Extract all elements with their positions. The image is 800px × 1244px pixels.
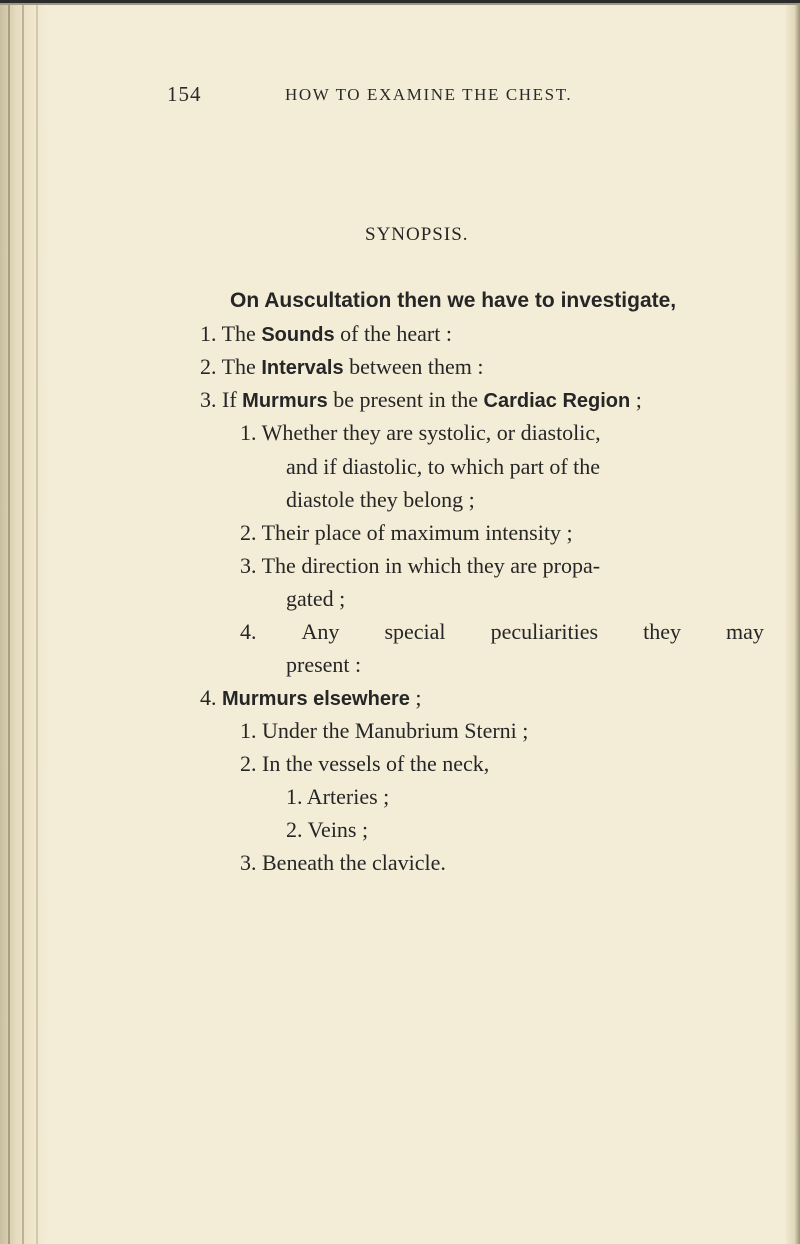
list-item — [200, 319, 452, 350]
sub-list-item — [240, 716, 528, 746]
sub-list-item-continuation: present : — [286, 652, 362, 677]
sub-list-item-continuation: gated ; — [286, 586, 346, 611]
running-head — [0, 82, 800, 112]
item-number: 1. — [240, 718, 257, 743]
item-keyword: Sounds — [261, 324, 335, 346]
item-text: Arteries ; — [306, 784, 390, 809]
item-number: 4. — [200, 685, 217, 710]
sub-list-item-continuation: and if diastolic, to which part of the — [286, 454, 601, 479]
list-item — [200, 385, 642, 416]
gutter-line — [8, 0, 10, 1244]
item-word: special — [384, 619, 446, 644]
item-number: 3. — [240, 850, 257, 875]
item-keyword: Murmurs elsewhere — [222, 688, 410, 710]
item-text: Their place of maximum intensity ; — [261, 520, 573, 545]
item-text-post: ; — [630, 387, 642, 412]
item-keyword: Intervals — [261, 357, 344, 379]
item-text: Veins ; — [307, 817, 369, 842]
item-number: 3. — [240, 553, 257, 578]
item-keyword: Murmurs — [242, 390, 328, 412]
item-keyword: Cardiac Region — [483, 390, 631, 412]
list-item — [200, 352, 483, 383]
item-word: peculiarities — [490, 619, 599, 644]
page-number: 154 — [167, 82, 202, 106]
item-text-mid: be present in the — [327, 387, 484, 412]
section-title: SYNOPSIS. — [365, 224, 469, 245]
intro-line: On Auscultation then we have to investigate, — [230, 289, 677, 312]
gutter-line — [36, 0, 38, 1244]
item-word: Any — [301, 619, 340, 644]
nested-list-item — [286, 815, 368, 845]
sub-list-item — [240, 848, 446, 878]
item-number: 2. — [200, 354, 217, 379]
item-text: Beneath the clavicle. — [262, 850, 446, 875]
item-number: 1. — [240, 420, 257, 445]
item-number: 1. — [286, 784, 303, 809]
sub-list-item — [240, 418, 601, 448]
item-number: 1. — [200, 321, 217, 346]
item-word: they — [643, 619, 682, 644]
item-text: In the vessels of the neck, — [262, 751, 490, 776]
item-text: The direction in which they are propa- — [261, 553, 601, 578]
page-edge — [786, 0, 800, 1244]
running-head-title: HOW TO EXAMINE THE CHEST. — [285, 85, 573, 104]
item-text-post: between them : — [343, 354, 484, 379]
item-text: Under the Manubrium Sterni ; — [262, 718, 529, 743]
gutter-line — [22, 0, 24, 1244]
item-text-post: of the heart : — [334, 321, 452, 346]
item-text-post: ; — [409, 685, 422, 710]
item-text-pre: The — [221, 354, 262, 379]
nested-list-item — [286, 782, 389, 812]
item-word: may — [726, 619, 764, 644]
sub-list-item — [240, 551, 600, 581]
item-number: 3. — [200, 387, 217, 412]
sub-list-item — [240, 749, 489, 779]
sub-list-item-continuation: diastole they belong ; — [286, 487, 475, 512]
list-item — [200, 683, 421, 714]
item-text: Whether they are systolic, or diastolic, — [261, 420, 601, 445]
item-number: 2. — [240, 520, 257, 545]
item-text-pre: The — [221, 321, 262, 346]
sub-list-item — [240, 617, 764, 647]
top-border-shadow — [0, 3, 800, 5]
item-text-pre: If — [222, 387, 243, 412]
sub-list-item — [240, 518, 573, 548]
item-number: 4. — [240, 619, 257, 644]
item-number: 2. — [240, 751, 257, 776]
item-number: 2. — [286, 817, 303, 842]
